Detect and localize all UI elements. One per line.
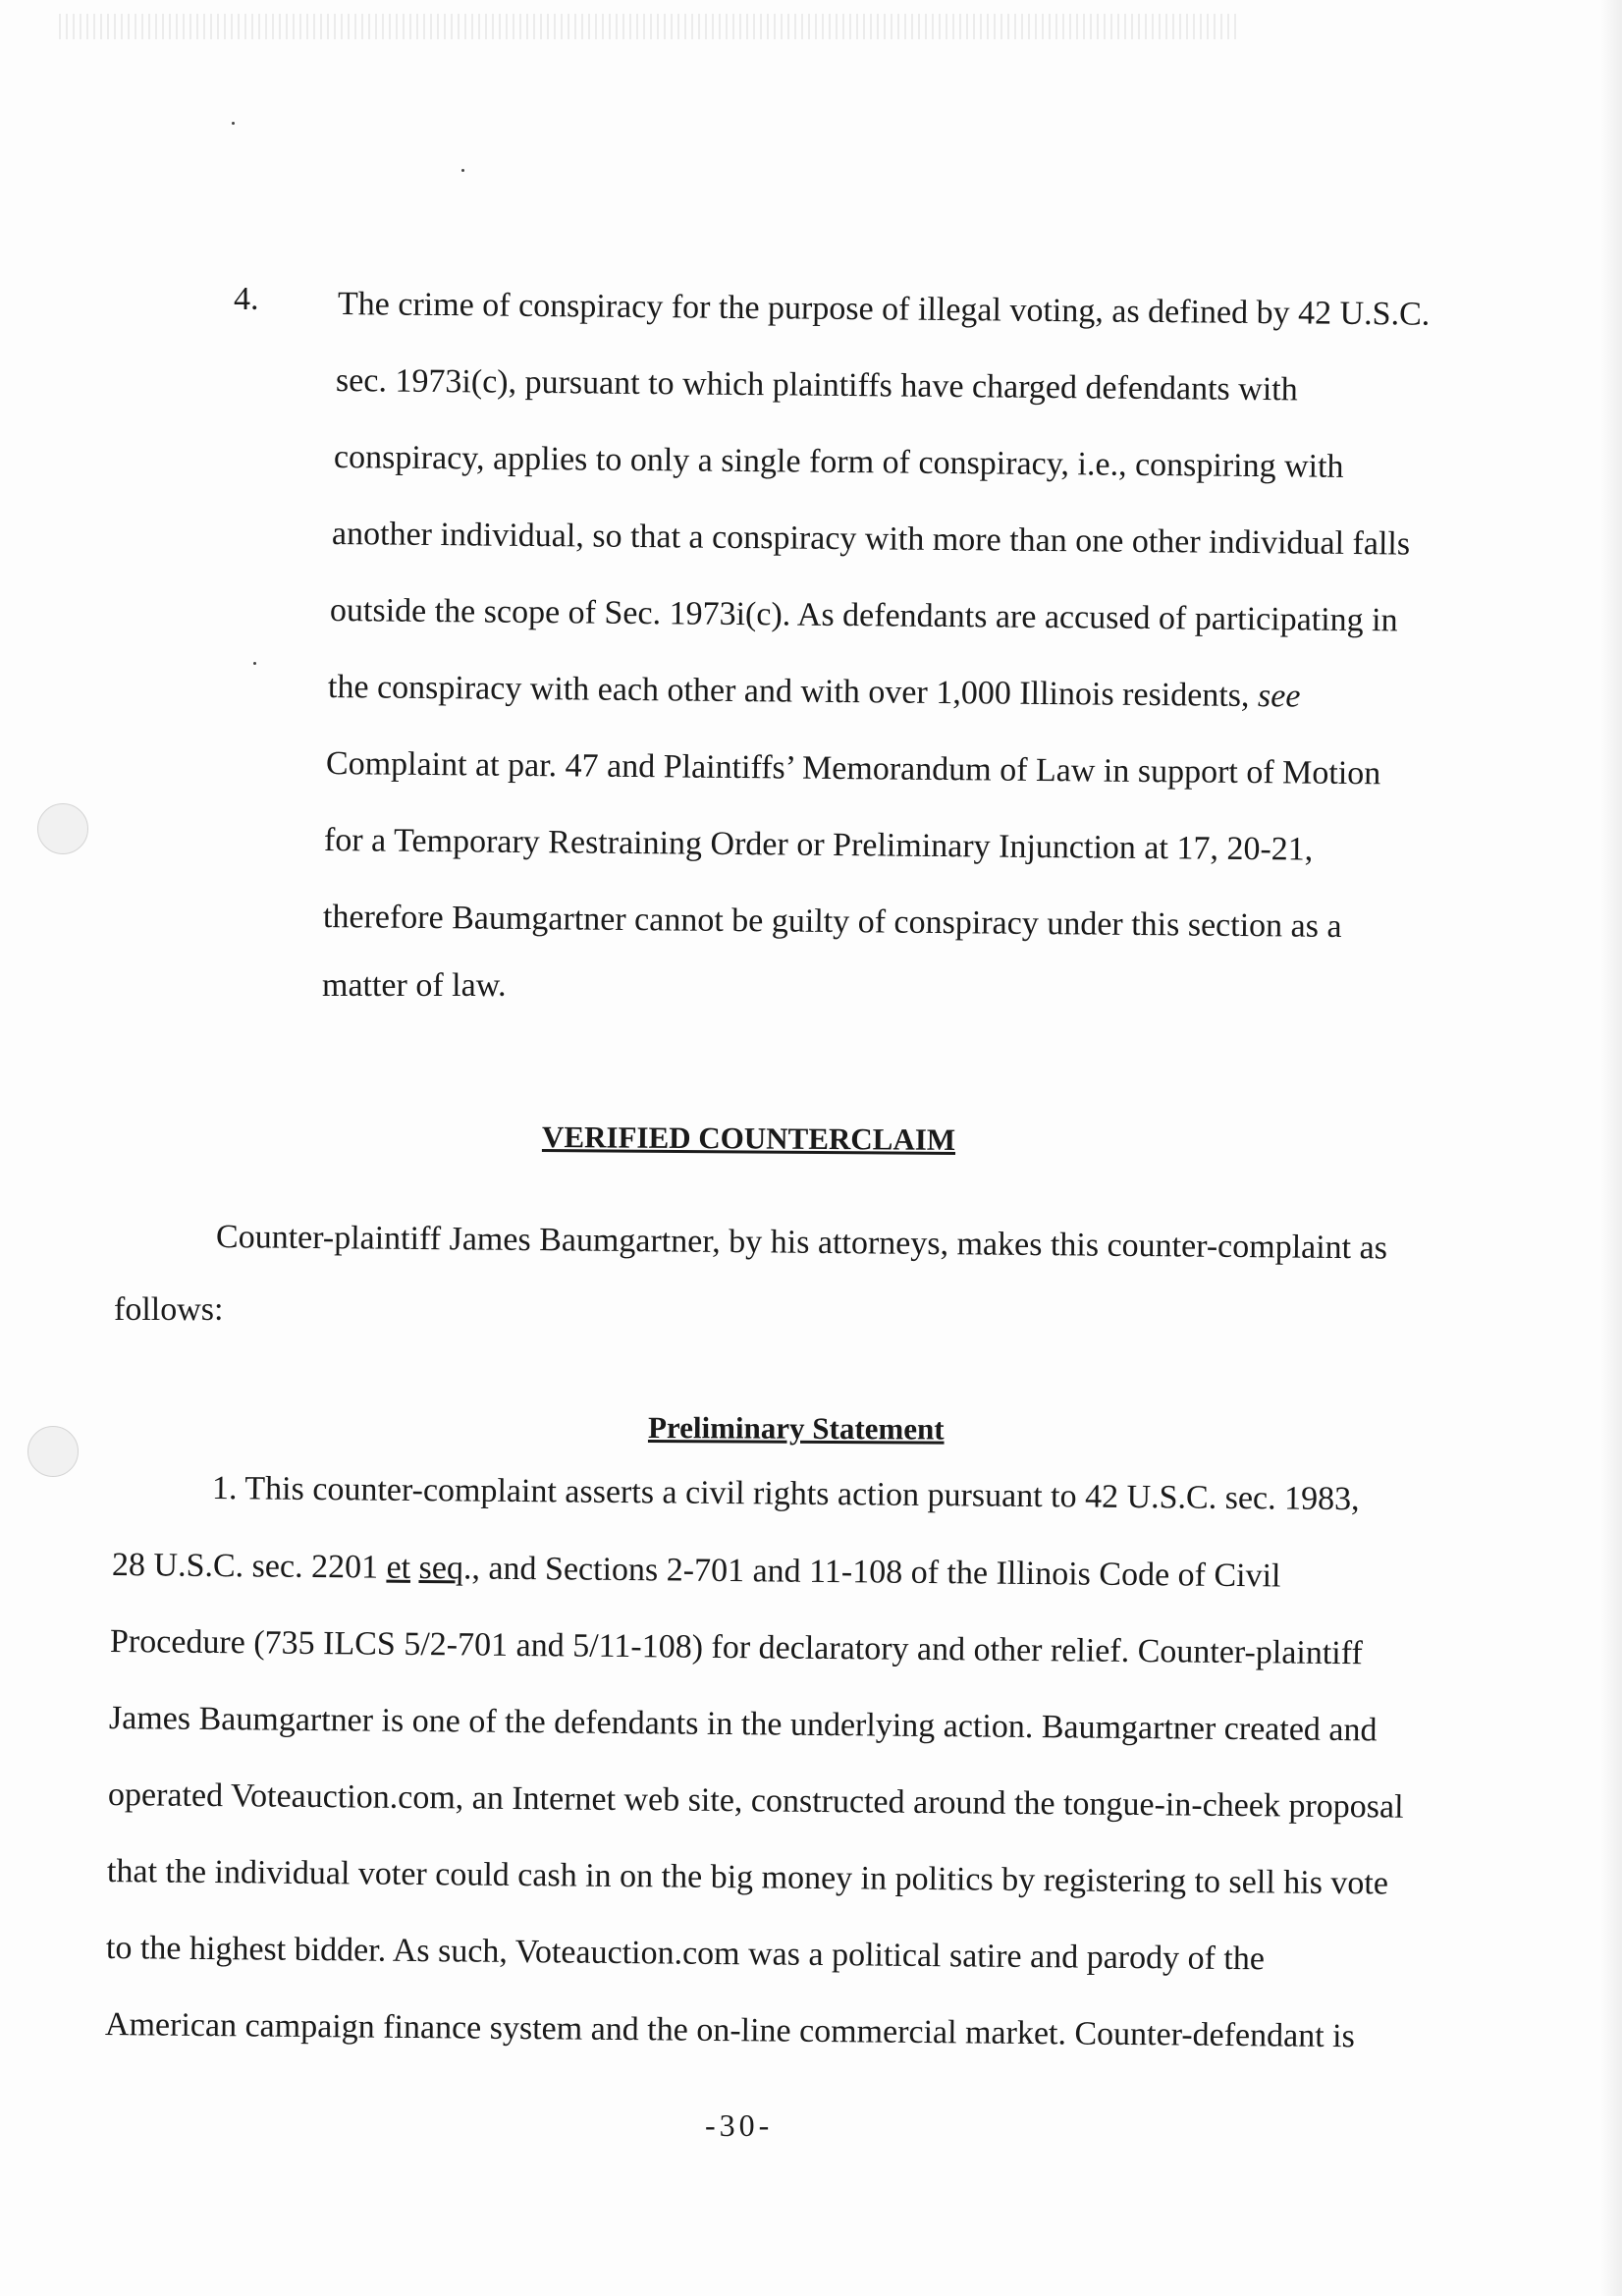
seq-citation-abbrev: seq [418, 1550, 464, 1587]
section-heading-verified-counterclaim: VERIFIED COUNTERCLAIM [541, 1120, 956, 1157]
preliminary-line-5: operated Voteauction.com, an Internet web site, constructed around the tongue-in-cheek proposal [107, 1777, 1404, 1826]
counterclaim-intro-line-1: Counter-plaintiff James Baumgartner, by his attorneys, makes this counter-complaint as [215, 1219, 1388, 1267]
scan-speck [461, 169, 464, 172]
page-number: -30- [705, 2107, 774, 2143]
item4-line-7: Complaint at par. 47 and Plaintiffs’ Memorandum of Law in support of Motion [325, 745, 1381, 793]
scan-speck [232, 122, 235, 125]
preliminary-line-3: Procedure (735 ILCS 5/2-701 and 5/11-108) for declaratory and other relief. Counter-plaintiff [109, 1623, 1363, 1672]
preliminary-line-1: 1. This counter-complaint asserts a civil rights action pursuant to 42 U.S.C. sec. 1983, [211, 1470, 1360, 1518]
item4-line-6-text: the conspiracy with each other and with over 1,000 Illinois residents, [327, 669, 1259, 715]
binder-punch-hole [27, 1426, 79, 1477]
item4-line-8: for a Temporary Restraining Order or Preliminary Injunction at 17, 20-21, [323, 822, 1314, 868]
item4-line-1: The crime of conspiracy for the purpose of illegal voting, as defined by 42 U.S.C. [337, 286, 1431, 333]
item-number: 4. [234, 281, 259, 317]
scan-speck [253, 662, 256, 665]
item4-line-10: matter of law. [322, 967, 507, 1004]
item4-line-9: therefore Baumgartner cannot be guilty of conspiracy under this section as a [322, 899, 1342, 945]
preliminary-line-4: James Baumgartner is one of the defendants in the underlying action. Baumgartner created and [108, 1700, 1378, 1749]
scan-shadow-right [1600, 0, 1622, 2296]
preliminary-line-8: American campaign finance system and the on-line commercial market. Counter-defendant is [104, 2006, 1356, 2055]
item4-line-4: another individual, so that a conspiracy with more than one other individual falls [331, 516, 1411, 563]
preliminary-line-6: that the individual voter could cash in on the big money in politics by registering to sell his vote [106, 1853, 1389, 1902]
et-citation-abbrev: et [386, 1549, 411, 1586]
preliminary-line-2-rest: ., and Sections 2-701 and 11-108 of the Illinois Code of Civil [462, 1550, 1281, 1595]
scan-artifact-top [59, 14, 1237, 39]
item4-line-5: outside the scope of Sec. 1973i(c). As defendants are accused of participating in [329, 592, 1398, 639]
preliminary-line-7: to the highest bidder. As such, Voteauction.com was a political satire and parody of the [105, 1930, 1266, 1978]
preliminary-line-2 [112, 1546, 1281, 1596]
preliminary-line-2-text: 28 U.S.C. sec. 2201 [111, 1547, 387, 1586]
section-heading-preliminary-statement: Preliminary Statement [647, 1410, 945, 1447]
binder-punch-hole [37, 803, 88, 854]
see-citation-signal: see [1257, 678, 1301, 715]
citation-space [410, 1550, 419, 1586]
item4-line-6 [328, 668, 1301, 717]
item4-line-3: conspiracy, applies to only a single form of conspiracy, i.e., conspiring with [333, 439, 1344, 485]
item4-line-2: sec. 1973i(c), pursuant to which plaintiffs have charged defendants with [335, 362, 1298, 409]
counterclaim-intro-line-2: follows: [114, 1291, 224, 1328]
